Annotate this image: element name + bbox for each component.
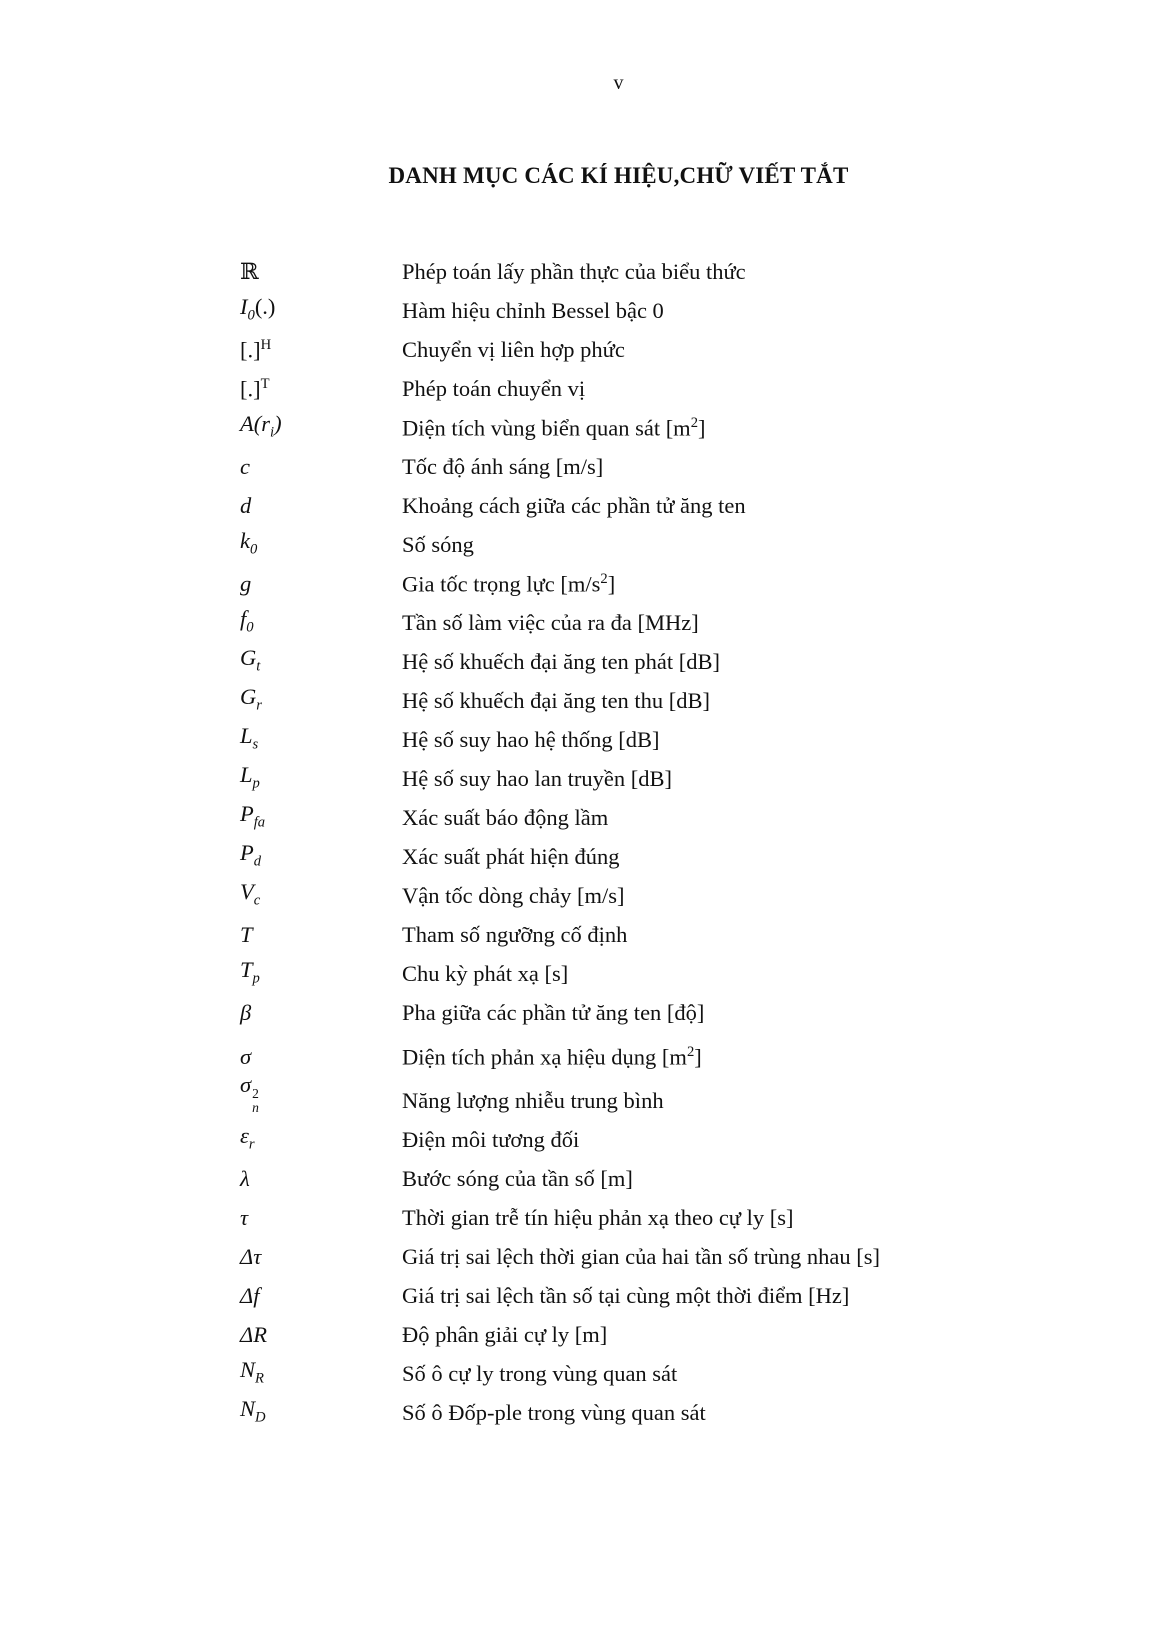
symbol-main: g	[240, 571, 252, 596]
list-item	[240, 324, 960, 363]
symbol-description: Số ô Đốp-ple trong vùng quan sát	[402, 1400, 706, 1425]
symbol-subscript: D	[255, 1409, 266, 1425]
symbol	[240, 1000, 402, 1026]
symbol	[240, 493, 402, 519]
symbol-description: Chu kỳ phát xạ [s]	[402, 961, 569, 986]
symbol-description: Tần số làm việc của ra đa [MHz]	[402, 610, 699, 635]
symbol-subscript: p	[252, 970, 260, 986]
symbol-description: Phép toán lấy phần thực của biểu thức	[402, 259, 746, 284]
list-item	[240, 714, 960, 753]
symbol	[240, 259, 402, 285]
symbol	[240, 762, 402, 793]
list-item	[240, 1387, 960, 1426]
list-item	[240, 480, 960, 519]
symbol	[240, 606, 402, 637]
list-item	[240, 285, 960, 324]
symbol	[240, 723, 402, 754]
symbol-main: P	[240, 839, 254, 865]
symbol-description: Năng lượng nhiễu trung bình	[402, 1088, 664, 1113]
symbol	[240, 1044, 402, 1070]
list-item	[240, 1114, 960, 1153]
list-item	[240, 675, 960, 714]
symbol-main: β	[240, 1000, 252, 1025]
symbol-main: V	[240, 878, 254, 904]
symbol-subscript: d	[253, 853, 262, 869]
list-item	[240, 987, 960, 1026]
page-number: v	[613, 72, 624, 94]
symbol-superscript: H	[260, 336, 272, 353]
page-title: DANH MỤC CÁC KÍ HIỆU,CHỮ VIẾT TẮT	[388, 163, 849, 188]
symbol	[240, 337, 402, 364]
list-item	[240, 1309, 960, 1348]
symbol-main: σ	[240, 1044, 252, 1069]
symbol-description: Hệ số suy hao hệ thống [dB]	[402, 727, 660, 752]
list-item	[240, 1070, 960, 1114]
symbol	[240, 684, 402, 715]
symbol-main: k	[240, 527, 250, 553]
symbol	[240, 1244, 402, 1270]
symbol: $A(r_i)$	[240, 410, 282, 440]
symbol-list	[240, 246, 960, 1426]
list-item	[240, 1231, 960, 1270]
symbol	[240, 801, 402, 832]
symbol-description: Diện tích vùng biển quan sát $[m^2]$	[402, 414, 706, 440]
symbol-description: Số ô cự ly trong vùng quan sát	[402, 1361, 678, 1386]
symbol-main: c	[240, 454, 250, 479]
symbol-main: ε	[240, 1122, 249, 1148]
symbol-subscript: 0	[246, 619, 254, 635]
symbol-description: Điện môi tương đối	[402, 1127, 580, 1152]
symbol-description: Chuyển vị liên hợp phức	[402, 337, 625, 362]
list-item	[240, 519, 960, 558]
symbol-description: Phép toán chuyển vị	[402, 376, 586, 401]
symbol	[240, 1123, 402, 1154]
symbol-main: λ	[240, 1166, 250, 1191]
symbol	[240, 454, 402, 480]
symbol: $I_0(.)$	[240, 293, 276, 323]
list-item	[240, 1348, 960, 1387]
symbol-main: [.]	[240, 376, 261, 401]
symbol	[240, 1072, 402, 1114]
symbol-description: Số sóng	[402, 532, 474, 557]
symbol	[240, 1396, 402, 1427]
symbol-main: G	[240, 644, 257, 670]
symbol-subscript: fa	[253, 814, 266, 830]
symbol-description: Độ phân giải cự ly [m]	[402, 1322, 608, 1347]
symbol-subscript: 0	[250, 541, 258, 557]
list-item	[240, 246, 960, 285]
symbol-main: Δf	[240, 1283, 260, 1308]
list-item	[240, 753, 960, 792]
symbol-main: A(r	[240, 410, 270, 436]
symbol-description: Hệ số suy hao lan truyền [dB]	[402, 766, 672, 791]
symbol-subscript: i	[270, 424, 275, 440]
symbol-subscript: 0	[247, 307, 255, 323]
list-item	[240, 636, 960, 675]
symbol-main: T	[240, 922, 253, 947]
list-item	[240, 948, 960, 987]
symbol-main: σ	[240, 1072, 252, 1097]
symbol-description: Hệ số khuếch đại ăng ten phát [dB]	[402, 649, 721, 674]
symbol-main: ΔR	[240, 1322, 267, 1347]
symbol-main: d	[240, 493, 252, 518]
list-item	[240, 909, 960, 948]
symbol	[240, 571, 402, 597]
list-item	[240, 558, 960, 597]
symbol-stack: 2 n	[252, 1086, 259, 1115]
symbol	[240, 879, 402, 910]
symbol-main: T	[240, 956, 253, 982]
symbol-subscript: c	[253, 892, 261, 908]
symbol-main: ℝ	[240, 259, 259, 284]
list-item	[240, 1192, 960, 1231]
symbol	[240, 645, 402, 676]
symbol	[240, 528, 402, 559]
symbol-description: Vận tốc dòng chảy [m/s]	[402, 883, 625, 908]
symbol-description: Tốc độ ánh sáng [m/s]	[402, 454, 604, 479]
symbol-description: Xác suất báo động lầm	[402, 805, 609, 830]
symbol	[240, 376, 402, 403]
list-item	[240, 441, 960, 480]
symbol-main: L	[240, 722, 253, 748]
symbol-subscript: t	[256, 658, 261, 674]
list-item	[240, 1153, 960, 1192]
symbol-main: f	[240, 605, 247, 631]
list-item	[240, 831, 960, 870]
symbol	[240, 1357, 402, 1388]
symbol	[240, 840, 402, 871]
symbol	[240, 1205, 402, 1231]
symbol-subscript: p	[252, 775, 260, 791]
symbol-subscript: s	[252, 736, 259, 752]
symbol-description: Hàm hiệu chỉnh Bessel bậc 0	[402, 298, 664, 323]
list-item	[240, 792, 960, 831]
symbol-main: L	[240, 761, 253, 787]
symbol-description: Diện tích phản xạ hiệu dụng $[m^2]$	[402, 1043, 702, 1069]
symbol-description: Hệ số khuếch đại ăng ten thu [dB]	[402, 688, 711, 713]
symbol	[240, 1283, 402, 1309]
list-item	[240, 597, 960, 636]
list-item	[240, 363, 960, 402]
symbol-description: Giá trị sai lệch tần số tại cùng một thời điểm [Hz]	[402, 1283, 850, 1308]
symbol-subscript: R	[255, 1370, 264, 1386]
symbol-main: G	[240, 683, 257, 709]
symbol-subscript: r	[256, 697, 262, 713]
symbol-main: I	[240, 293, 248, 319]
symbol	[240, 957, 402, 988]
symbol-description: Bước sóng của tần số [m]	[402, 1166, 633, 1191]
symbol-main: N	[240, 1395, 256, 1421]
symbol-main: [.]	[240, 337, 261, 362]
symbol-description: Giá trị sai lệch thời gian của hai tần số trùng nhau [s]	[402, 1244, 881, 1269]
symbol-description: Gia tốc trọng lực $[m/s^2]$	[402, 570, 616, 596]
symbol-main: N	[240, 1356, 256, 1382]
list-item	[240, 1270, 960, 1309]
symbol-description: Xác suất phát hiện đúng	[402, 844, 620, 869]
symbol	[240, 1166, 402, 1192]
symbol-main: P	[240, 800, 254, 826]
symbol	[240, 1322, 402, 1348]
symbol-main: τ	[240, 1205, 249, 1230]
symbol-description: Pha giữa các phần tử ăng ten [độ]	[402, 1000, 705, 1025]
symbol-description: Khoảng cách giữa các phần tử ăng ten	[402, 493, 746, 518]
symbol-main: Δτ	[240, 1244, 262, 1269]
symbol	[240, 922, 402, 948]
list-item	[240, 870, 960, 909]
list-item	[240, 1026, 960, 1070]
symbol-description: Thời gian trễ tín hiệu phản xạ theo cự ly [s]	[402, 1205, 794, 1230]
symbol-description: Tham số ngưỡng cố định	[402, 922, 628, 947]
symbol-subscript: r	[248, 1136, 255, 1152]
list-item	[240, 402, 960, 441]
symbol-superscript: T	[260, 375, 270, 392]
